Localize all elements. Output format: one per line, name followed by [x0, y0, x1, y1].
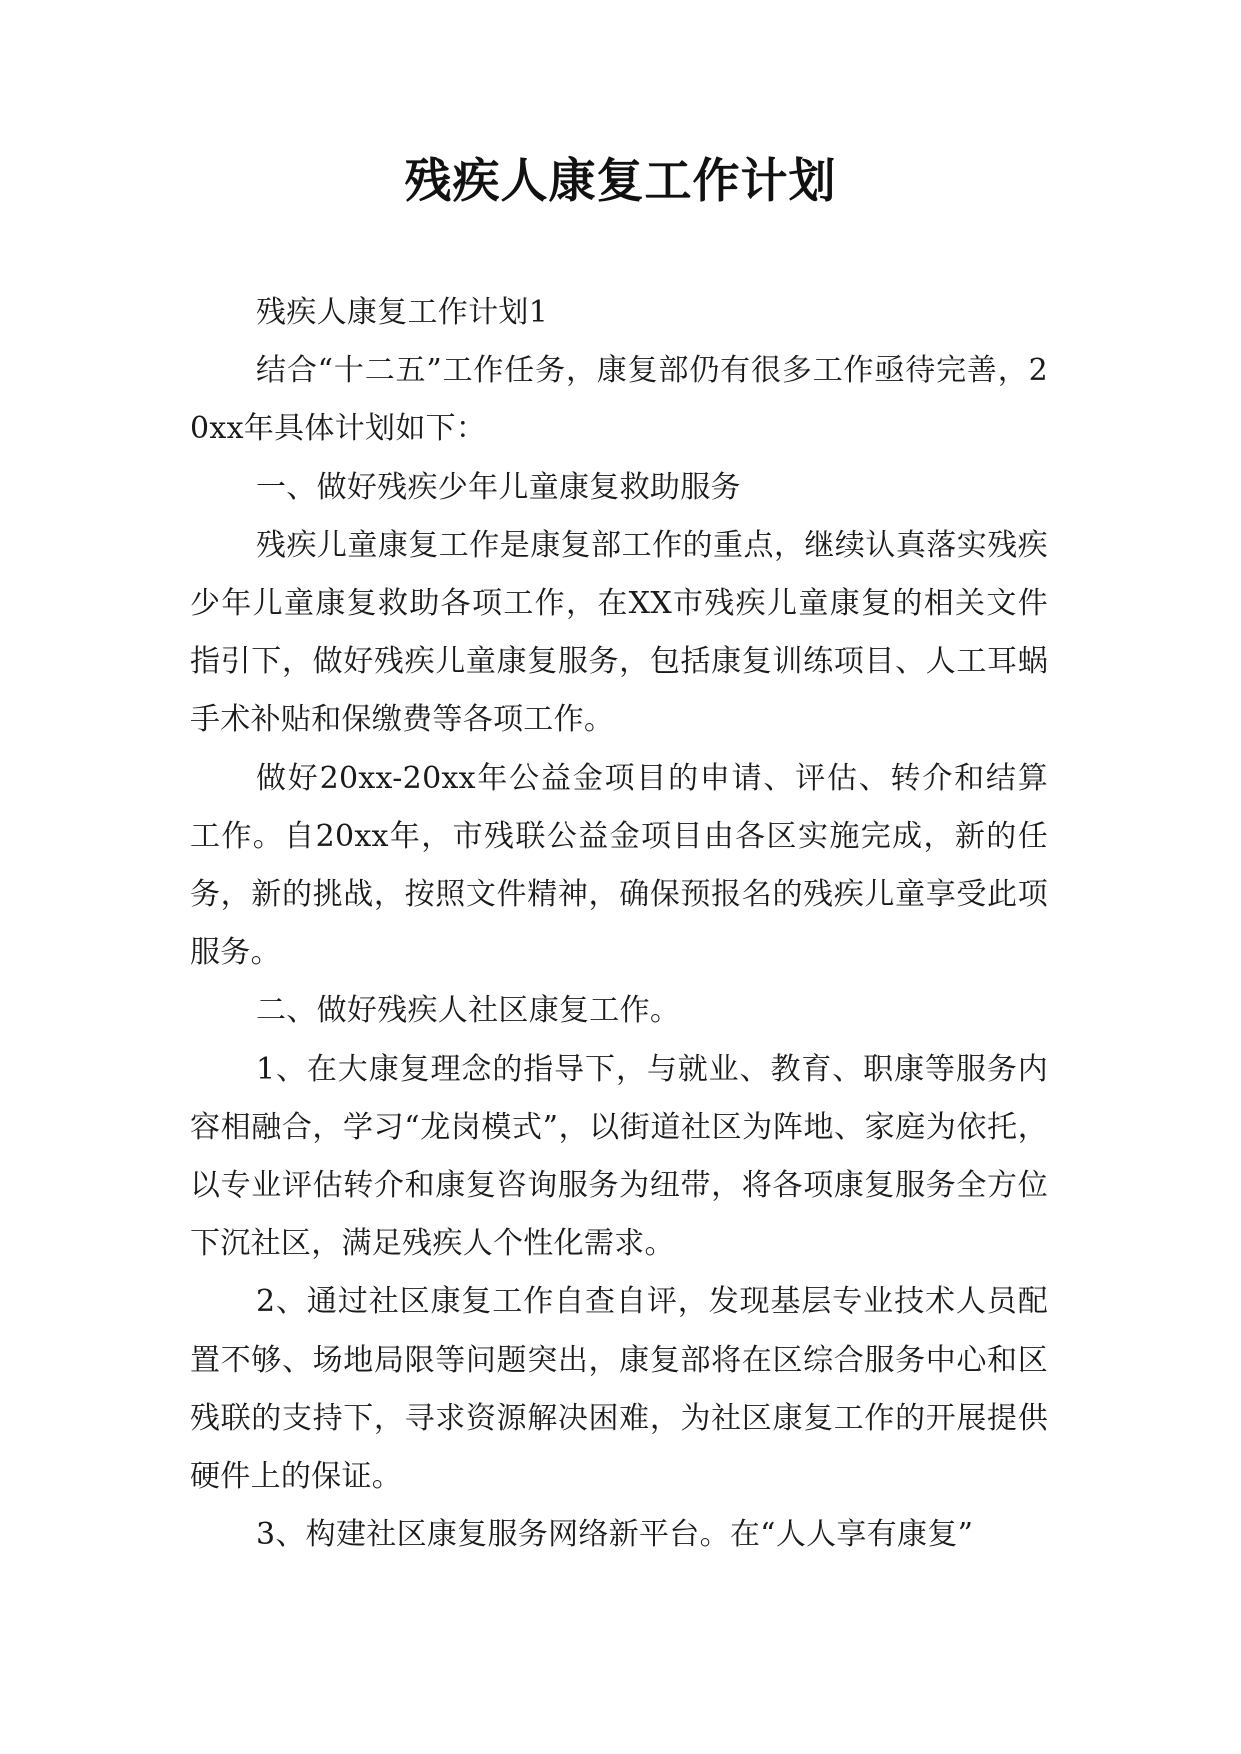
document-title: 残疾人康复工作计划 [404, 154, 837, 209]
intro-paragraph: 结合“十二五”工作任务，康复部仍有很多工作亟待完善，20xx年具体计划如下： [190, 353, 1048, 447]
section-heading-1: 一、做好残疾少年儿童康复救助服务 [256, 469, 741, 505]
document-body [190, 284, 1048, 1564]
subtitle-paragraph: 残疾人康复工作计划1 [256, 295, 549, 330]
list-item-2: 2、通过社区康复工作自查自评，发现基层专业技术人员配置不够、场地局限等问题突出，康复部将在区综合服务中心和区残联的支持下，寻求资源解决困难，为社区康复工作的开展提供硬件上的保证。 [190, 1284, 1048, 1495]
list-item-1: 1、在大康复理念的指导下，与就业、教育、职康等服务内容相融合，学习“龙岗模式”，以街道社区为阵地、家庭为依托，以专业评估转介和康复咨询服务为纽带，将各项康复服务全方位下沉社区，满足残疾人个性化需求。 [190, 1051, 1048, 1262]
section-heading-2: 二、做好残疾人社区康复工作。 [256, 993, 681, 1029]
list-item-3: 3、构建社区康复服务网络新平台。在“人人享有康复” [256, 1517, 974, 1553]
body-paragraph: 残疾儿童康复工作是康复部工作的重点，继续认真落实残疾少年儿童康复救助各项工作，在XX市残疾儿童康复的相关文件指引下，做好残疾儿童康复服务，包括康复训练项目、人工耳蜗手术补贴和保缴费等各项工作。 [190, 527, 1048, 738]
body-paragraph: 做好20xx-20xx年公益金项目的申请、评估、转介和结算工作。自20xx年，市残联公益金项目由各区实施完成，新的任务，新的挑战，按照文件精神，确保预报名的残疾儿童享受此项服务。 [190, 760, 1048, 971]
